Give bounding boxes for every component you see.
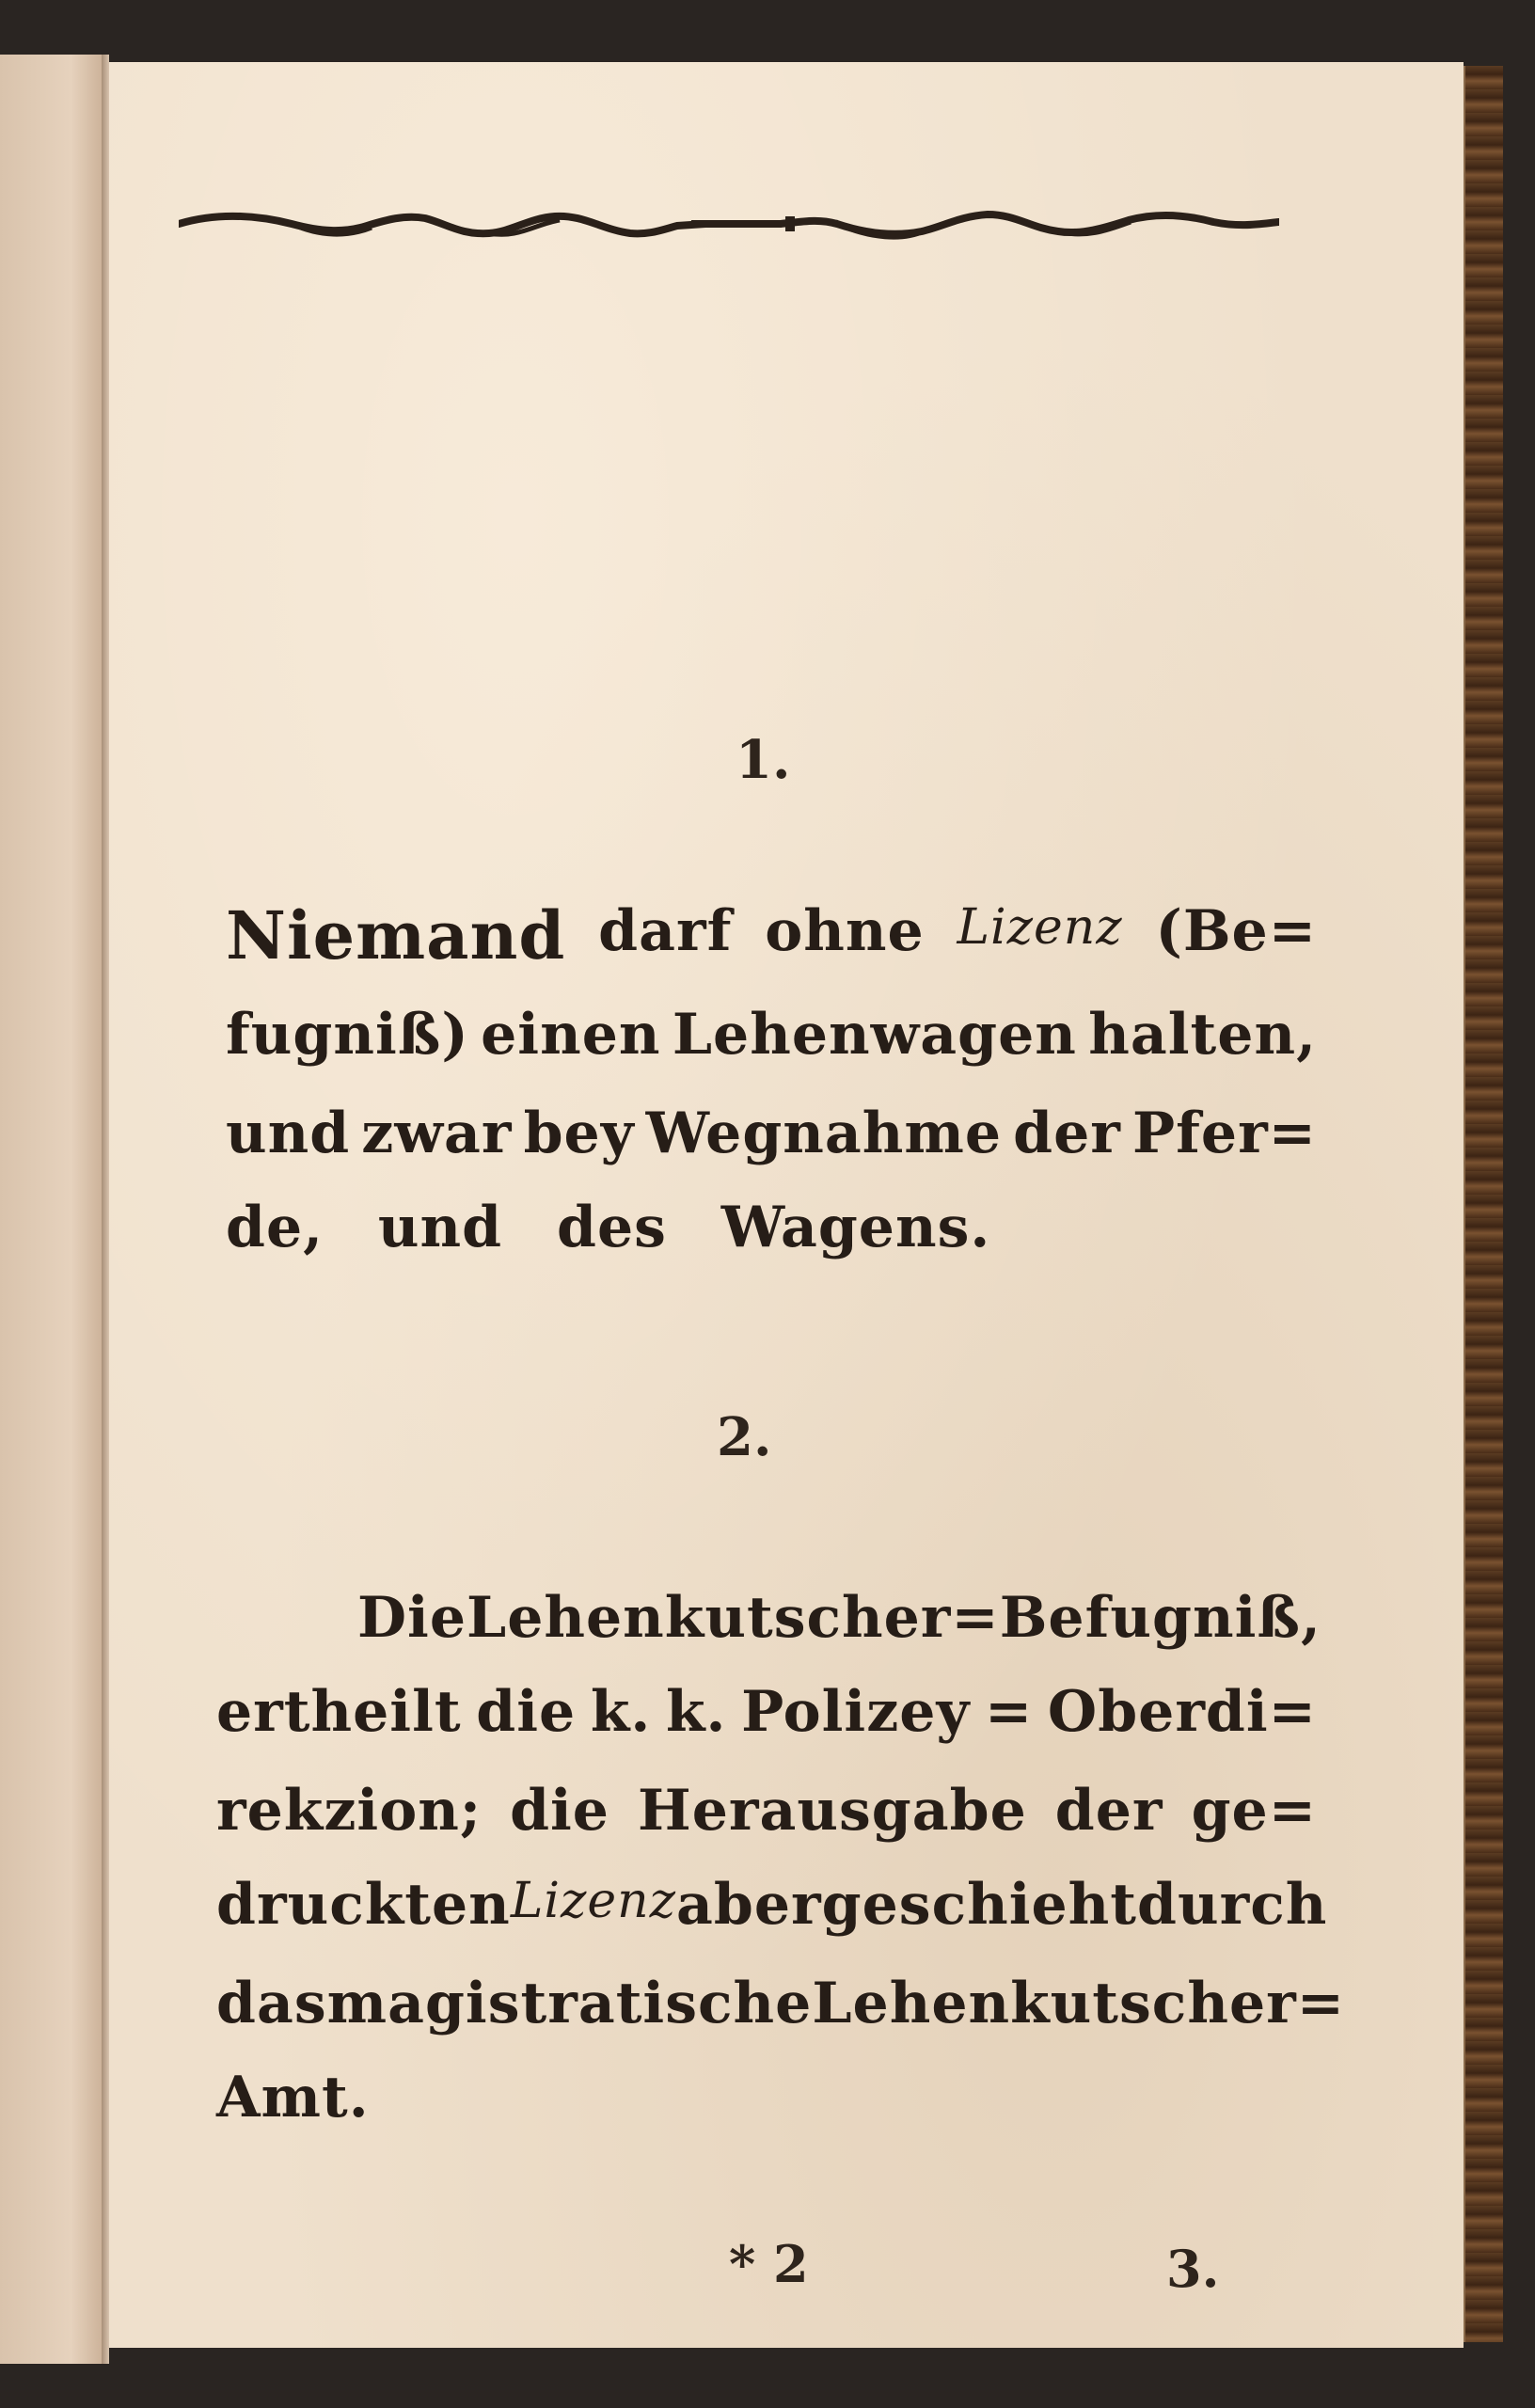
text-line: das magistratische Lehenkutscher= (216, 1971, 1346, 2036)
text-line: druckten Lizenz aber geschieht durch (216, 1872, 1328, 1938)
book-cover-edge (1464, 66, 1503, 2342)
book-gutter (102, 55, 109, 2364)
signature-mark: * 2 (729, 2234, 809, 2294)
section-number: 1. (736, 729, 791, 791)
text-line: de, und des Wagens. (226, 1195, 991, 1260)
text-line: Amt. (216, 2065, 370, 2131)
catchword: 3. (1166, 2239, 1220, 2299)
section-number: 2. (717, 1406, 772, 1468)
text-line: ertheilt die k. k. Polizey = Oberdi= (216, 1679, 1317, 1745)
decorative-ornament-rule (179, 196, 1279, 252)
text-line: und zwar bey Wegnahme der Pfer= (226, 1101, 1317, 1166)
text-line: fugniß) einen Lehenwagen halten, (226, 1002, 1317, 1068)
text-line: Niemand darf ohne Lizenz (Be= (226, 896, 1317, 974)
text-line: rekzion; die Herausgabe der ge= (216, 1778, 1317, 1844)
text-line: Die Lehenkutscher = Befugniß, (357, 1585, 1321, 1651)
facing-page-edge (0, 55, 103, 2364)
